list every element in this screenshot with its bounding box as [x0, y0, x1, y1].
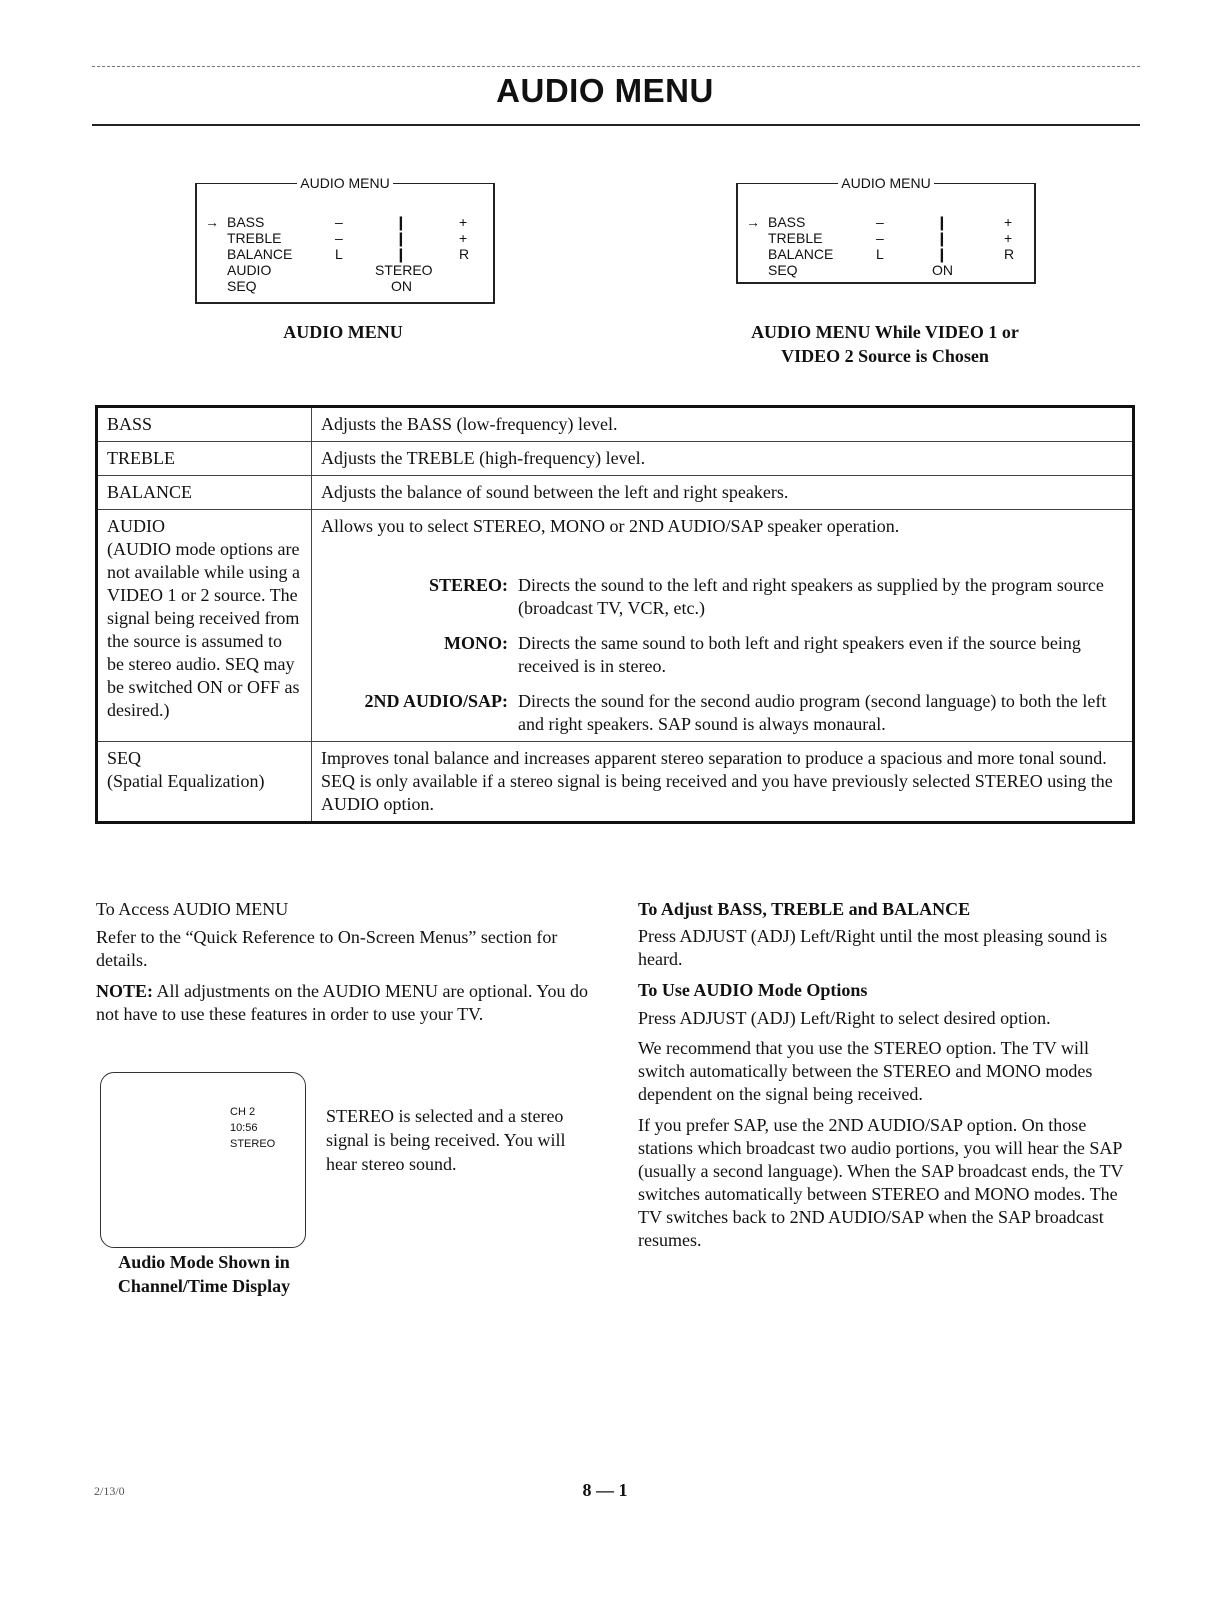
header-bottom-rule	[92, 124, 1140, 126]
screen-description: STEREO is selected and a stereo signal is being received. You will hear stereo sound.	[326, 1106, 566, 1174]
osd-caption-left: AUDIO MENU	[283, 322, 403, 342]
table-row-treble: TREBLE Adjusts the TREBLE (high-frequency) level.	[97, 442, 1134, 476]
table-row-audio: AUDIO (AUDIO mode options are not available while using a VIDEO 1 or 2 source. The signal being received from the source is assumed to be stereo audio. SEQ may be switched ON or OFF as desired.) Allows you to select STEREO, MONO or 2ND AUDIO/SAP speaker operation. STEREO: Directs the sound to the left and right speakers as supplied by the program source (broadcast TV, VCR, etc.) MONO: Directs the same sound to both left and right speakers even if the source being received is in stereo. 2ND AUDIO/SAP: Directs the sound for the second audio program (second language) to both the left and right speakers. SAP sound is always monaural.	[97, 510, 1134, 742]
level-marker-icon: ❙	[936, 246, 948, 262]
header-top-rule	[92, 66, 1140, 67]
mode-text-1: Press ADJUST (ADJ) Left/Right to select desired option.	[638, 1008, 1051, 1028]
osd-audio-menu-video	[736, 175, 1036, 284]
osd-title: AUDIO MENU	[197, 174, 493, 192]
osd-row-seq: SEQ ON	[768, 262, 953, 278]
option-sap: 2ND AUDIO/SAP: Directs the sound for the second audio program (second language) to both the left and right speakers. SAP sound is always monaural.	[364, 691, 1107, 734]
osd-audio-menu	[195, 175, 495, 304]
mode-text-3: If you prefer SAP, use the 2ND AUDIO/SAP option. On those stations which broadcast two audio portions, you will hear the SAP (usually a second language). When the SAP broadcast ends, the TV switches automatically between STEREO and MONO modes. The TV switches back to 2ND AUDIO/SAP when the SAP broadcast resumes.	[638, 1115, 1124, 1250]
osd-row-bass: → BASS – ❙ +	[205, 214, 468, 230]
table-row-seq: SEQ (Spatial Equalization) Improves tonal balance and increases apparent stereo separation to produce a spacious and more tonal sound. SEQ is only available if a stereo signal is being received and you have previously selected STEREO using the AUDIO option.	[97, 742, 1134, 823]
option-mono: MONO: Directs the same sound to both left and right speakers even if the source being received is in stereo.	[444, 633, 1081, 676]
page-number: 8 — 1	[582, 1480, 628, 1500]
osd-row-seq: SEQ ON	[227, 278, 412, 294]
note-text: NOTE: All adjustments on the AUDIO MENU are optional. You do not have to use these features in order to use your TV.	[96, 981, 589, 1024]
audio-menu-table	[95, 405, 1135, 824]
cursor-arrow-icon: →	[205, 214, 219, 230]
level-marker-icon: ❙	[395, 214, 407, 230]
access-text: Refer to the “Quick Reference to On-Screen Menus” section for details.	[96, 927, 558, 970]
table-row-bass: BASS Adjusts the BASS (low-frequency) level.	[97, 407, 1134, 442]
osd-row-treble: TREBLE – ❙ +	[227, 230, 468, 246]
level-marker-icon: ❙	[936, 230, 948, 246]
osd-row-balance: BALANCE L ❙ R	[768, 246, 1015, 262]
level-marker-icon: ❙	[936, 214, 948, 230]
table-row-balance: BALANCE Adjusts the balance of sound between the left and right speakers.	[97, 476, 1134, 510]
mode-heading: To Use AUDIO Mode Options	[638, 980, 868, 1000]
mode-text-2: We recommend that you use the STEREO option. The TV will switch automatically between the STEREO and MONO modes dependent on the signal being received.	[638, 1038, 1093, 1104]
osd-row-bass: → BASS – ❙ +	[746, 214, 1013, 230]
level-marker-icon: ❙	[395, 246, 407, 262]
osd-caption-right: AUDIO MENU While VIDEO 1 or VIDEO 2 Source is Chosen	[751, 322, 1019, 366]
osd-row-treble: TREBLE – ❙ +	[768, 230, 1013, 246]
osd-title: AUDIO MENU	[738, 174, 1034, 192]
tv-screen-display	[100, 1072, 306, 1248]
osd-row-balance: BALANCE L ❙ R	[227, 246, 470, 262]
osd-row-audio: AUDIO STEREO	[227, 262, 433, 278]
access-heading: To Access AUDIO MENU	[96, 899, 289, 919]
level-marker-icon: ❙	[395, 230, 407, 246]
page-title: AUDIO MENU	[496, 72, 714, 109]
option-stereo: STEREO: Directs the sound to the left and right speakers as supplied by the program source (broadcast TV, VCR, etc.)	[428, 575, 1104, 618]
footer-code: 2/13/0	[94, 1484, 125, 1498]
adjust-text: Press ADJUST (ADJ) Left/Right until the most pleasing sound is heard.	[638, 926, 1108, 969]
adjust-heading: To Adjust BASS, TREBLE and BALANCE	[638, 899, 971, 919]
cursor-arrow-icon: →	[746, 214, 760, 230]
screen-caption: Audio Mode Shown in Channel/Time Display	[117, 1252, 291, 1296]
channel-time-display: CH 2 10:56 STEREO	[230, 1106, 276, 1150]
